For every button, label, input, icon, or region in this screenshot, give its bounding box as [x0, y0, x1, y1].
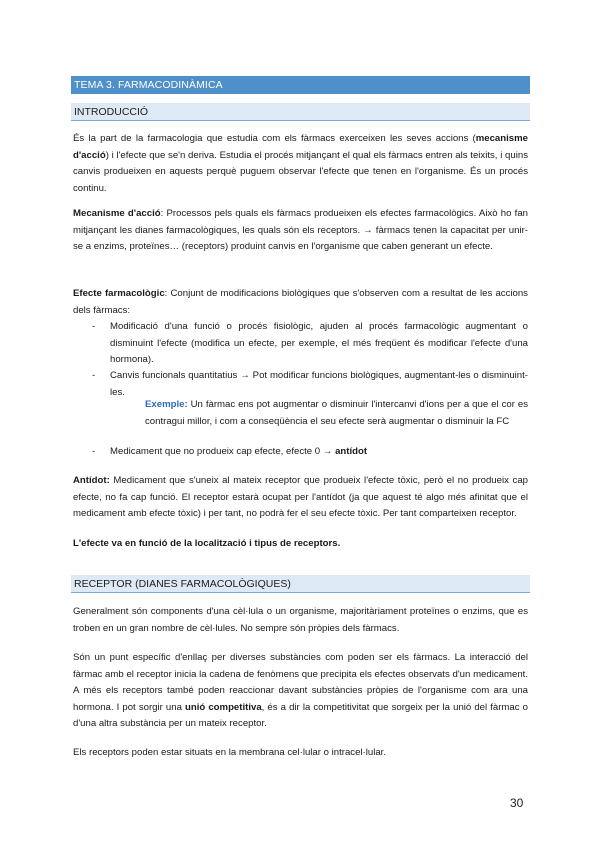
- antidote-text: Medicament que s'uneix al mateix receptor que produeix l'efecte tòxic, però el no produeix cap efecte, no fa cap funció. El receptor estarà ocupat per l'antídot (ja que aquest té algo més afinitat que el medicament amb efecte tòxic) i per tant, no podrà fer el seu efecte tòxic. Per tant comparteixen receptor.: [73, 475, 528, 520]
- pharmacological-effect-text: : Conjunt de modificacions biològiques que s'observen com a resultat de les accions dels fàrmacs:: [73, 288, 528, 316]
- bullet-marker: -: [92, 370, 96, 381]
- intro-paragraph-part2: ) i l'efecte que se'n deriva. Estudia el procés mitjançant el qual els fàrmacs entren als teixits, i quins canvis produeixen en aquests perquè puguem observar l'efecte que tenen en l'organisme. És un procés continu.: [73, 149, 528, 194]
- receptor-paragraph-2: [73, 650, 528, 733]
- antidote-term: antídot: [335, 446, 368, 457]
- bullet-item-3: [110, 444, 528, 461]
- intro-paragraph-part1: És la part de la farmacologia que estudia com els fàrmacs exerceixen les seves accions (: [73, 133, 476, 144]
- receptor-localization-note: [73, 536, 528, 553]
- intro-paragraph: [73, 131, 528, 197]
- section-heading-introduction: INTRODUCCIÓ: [71, 103, 530, 121]
- receptor-paragraph-2-part2: , és a dir la competitivitat que sorgeix per la unió del fàrmac o d'una altra substància per un mateix receptor.: [73, 701, 528, 730]
- antidote-paragraph: [73, 473, 528, 523]
- receptor-paragraph-2-part1: Són un punt específic d'enllaç per diverses substàncies com poden ser els fàrmacs. La interacció del fàrmac amb el receptor inicia la cadena de fenòmens que precipita els efectes observats d'un medicament. A més els receptors també poden reaccionar davant substàncies pròpies de l'organisme com ara una hormona. I pot sorgir una: [73, 652, 528, 713]
- pharmacological-effect-label: Efecte farmacològic: [73, 288, 165, 299]
- example-label: Exemple:: [145, 399, 188, 410]
- antidote-label: Antídot:: [73, 475, 110, 486]
- page-number: 30: [510, 796, 524, 810]
- pharmacological-effect-paragraph: [73, 286, 528, 319]
- competitive-binding-term: unió competitiva: [185, 701, 262, 713]
- bullet-item-2: Canvis funcionals quantitatius → Pot modificar funcions biològiques, augmentant-les o disminuint-les.: [110, 370, 528, 398]
- example-block: [145, 397, 528, 430]
- mechanism-text: : Processos pels quals els fàrmacs produeixen els efectes farmacològics. Això ho fan mitjançant les dianes farmacològiques, les quals són els receptors. → fàrmacs tenen la capacitat per unir-se a enzims, proteïnes… (receptors) produint canvis en l'organisme que caben generant un efecte.: [73, 208, 528, 253]
- bullet-marker: -: [92, 446, 96, 457]
- receptor-localization-text: L'efecte va en funció de la localització i tipus de receptors.: [73, 538, 341, 549]
- topic-title: TEMA 3. FARMACODINÀMICA: [71, 76, 530, 94]
- example-text: Un fàrmac ens pot augmentar o disminuir l'intercanvi d'ions per a que el cor es contragui millor, i com a conseqüència el seu efecte serà augmentar o disminuir la FC: [145, 399, 528, 427]
- mechanism-paragraph: [73, 206, 528, 256]
- bullet-item-1: Modificació d'una funció o procés fisiològic, ajuden al procés farmacològic augmentant o disminuint l'efecte (modifica un efecte, per exemple, el més freqüent és modificar l'efecte d'una hormona).: [110, 321, 528, 366]
- section-heading-receptor: RECEPTOR (DIANES FARMACOLÒGIQUES): [71, 575, 530, 593]
- mechanism-term: mecanisme d'acció: [73, 133, 528, 161]
- mechanism-label: Mecanisme d'acció: [73, 208, 161, 219]
- bullet-item-3-text: Medicament que no produeix cap efecte, efecte 0 →: [110, 446, 336, 457]
- bullet-marker: -: [92, 321, 96, 332]
- receptor-paragraph-3: Els receptors poden estar situats en la membrana cel·lular o intracel·lular.: [73, 747, 387, 758]
- receptor-paragraph-1: Generalment són components d'una cèl·lula o un organisme, majoritàriament proteïnes o enzims, que es troben en un gran nombre de cèl·lules. No sempre són pròpies dels fàrmacs.: [73, 606, 528, 634]
